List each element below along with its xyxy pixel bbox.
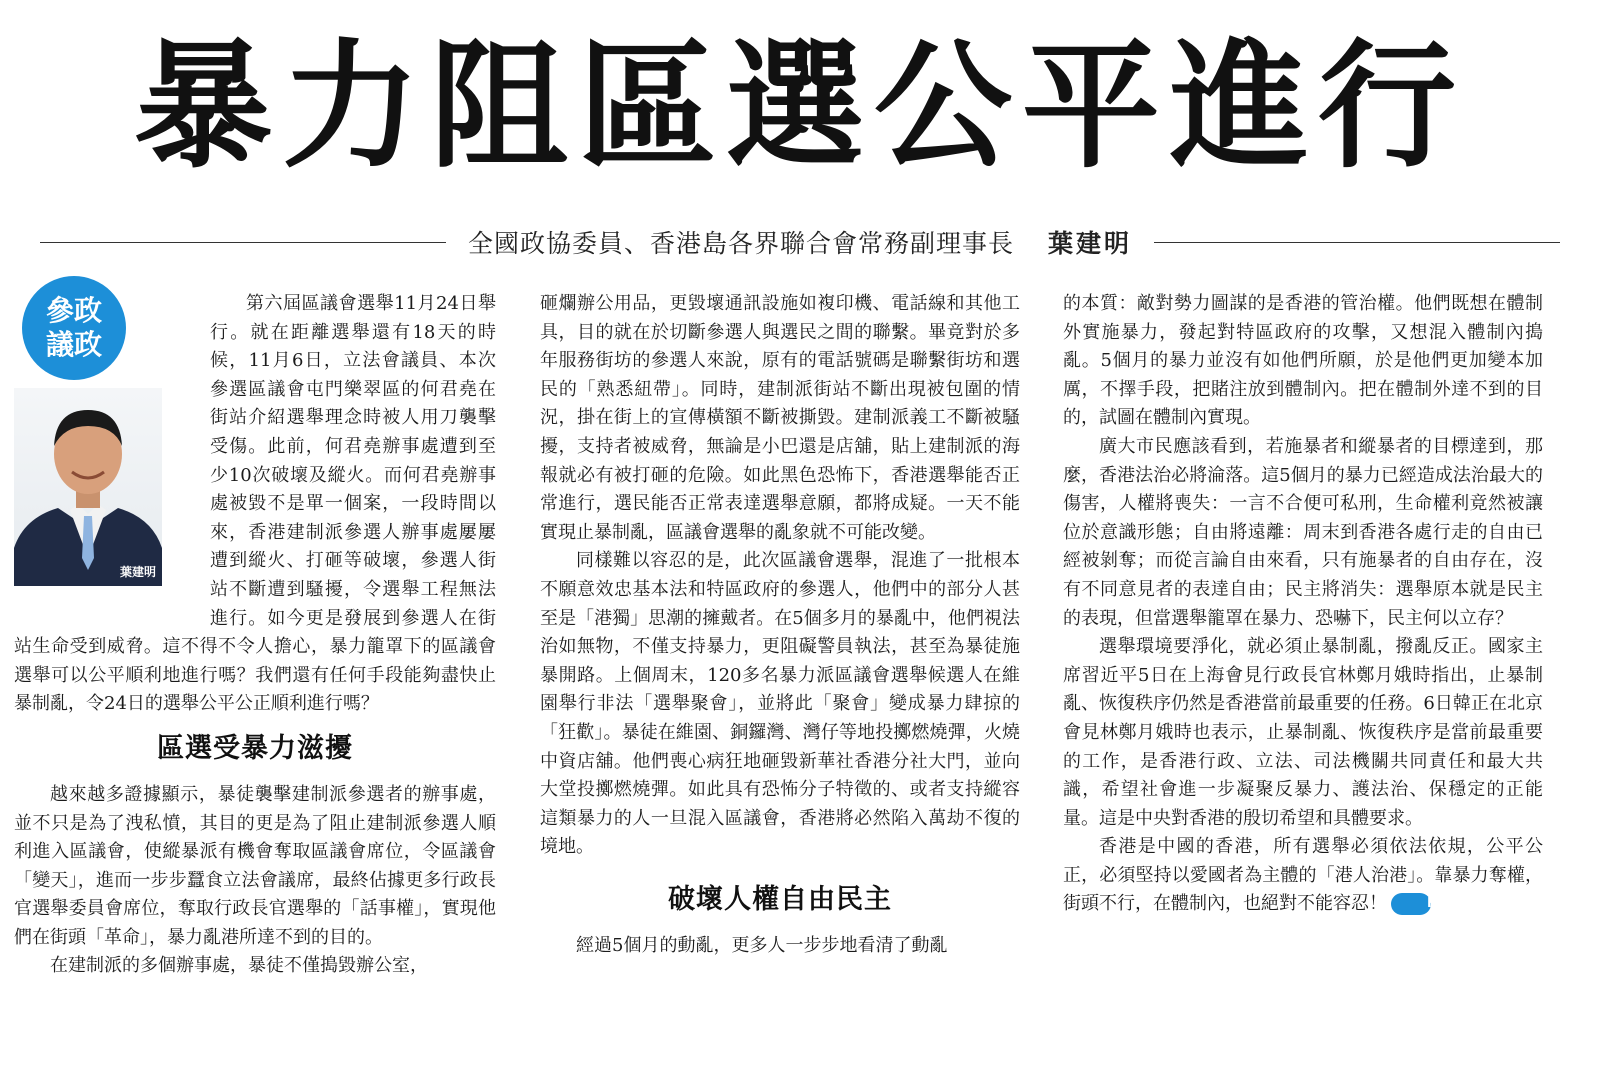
- subheading: 破壞人權自由民主: [668, 883, 892, 915]
- article-paragraph: 選舉環境要淨化，就必須止暴制亂，撥亂反正。國家主席習近平5日在上海會見行政長官林鄭月娥時指出，止暴制亂、恢復秩序仍然是香港當前最重要的任務。6日韓正在北京會見林鄭月娥時也表示，止暴制亂、恢復秩序是當前最重要的工作，是香港行政、立法、司法機關共同責任和最大共識，希望社會進一步凝聚反暴力、護法治、保穩定的正能量。這是中央對香港的殷切希望和具體要求。: [1063, 636, 1543, 829]
- badge-line-2: 議政: [45, 328, 102, 361]
- article-column-1: [14, 290, 496, 981]
- article-paragraph: 砸爛辦公用品，更毀壞通訊設施如複印機、電話線和其他工具，目的就在於切斷參選人與選民之間的聯繫。畢竟對於多年服務街坊的參選人來說，原有的電話號碼是聯繫街坊和選民的「熟悉紐帶」。同時，建制派街站不斷出現被包圍的情況，掛在街上的宣傳橫額不斷被撕毀。建制派義工不斷被騷擾，支持者被威脅，無論是小巴還是店舖，貼上建制派的海報就必有被打砸的危險。如此黑色恐怖下，香港選舉能否正常進行，選民能否正常表達選舉意願，都將成疑。一天不能實現止暴制亂，區議會選舉的亂象就不可能改變。: [540, 293, 1020, 543]
- article-paragraph: 廣大市民應該看到，若施暴者和縱暴者的目標達到，那麼，香港法治必將淪落。這5個月的暴力已經造成法治最大的傷害，人權將喪失：一言不合便可私刑，生命權利竟然被讓位於意識形態；自由將遠離：周末到香港各處行走的自由已經被剝奪；而從言論自由來看，只有施暴者的自由存在，沒有不同意見者的表達自由；民主將消失：選舉原本就是民主的表現，但當選舉籠罩在暴力、恐嚇下，民主何以立存？: [1063, 435, 1543, 629]
- photo-caption: 葉建明: [119, 565, 156, 579]
- article-paragraph: 第六屆區議會選舉11月24日舉行。就在距離選舉還有18天的時候，11月6日，立法會議員、本次參選區議會屯門樂翠區的何君堯在街站介紹選舉理念時被人用刀襲擊受傷。此前，何君堯辦事處遭到至少10次破壞及縱火。而何君堯辦事處被毀不是單一個案，一段時間以來，香港建制派參選人辦事處屢屢遭到縱火、打砸等破壞，參選人街站不斷遭到騷擾，令選舉工程無法進行。如今更是發展到參選人在街站生命受到威脅。這不得不令人擔心，暴力籠罩下的區議會選舉可以公平順利地進行嗎？我們還有任何手段能夠盡快止暴制亂，令24日的選舉公平公正順利進行嗎？: [14, 293, 496, 715]
- article-paragraph: 的本質：敵對勢力圖謀的是香港的管治權。他們既想在體制外實施暴力，發起對特區政府的攻擊，又想混入體制內搗亂。5個月的暴力並沒有如他們所願，於是他們更加變本加厲，不擇手段，把賭注放到體制內。把在體制外達不到的目的，試圖在體制內實現。: [1063, 293, 1543, 429]
- badge-line-1: 參政: [45, 294, 102, 327]
- subheading: 區選受暴力滋擾: [157, 732, 353, 764]
- article-paragraph-text: 香港是中國的香港，所有選舉必須依法依規，公平公正，必須堅持以愛國者為主體的「港人治港」。靠暴力奪權，街頭不行，在體制內，也絕對不能容忍！: [1063, 836, 1543, 915]
- article-paragraph: [1063, 833, 1543, 919]
- byline-rule-left: [40, 242, 446, 243]
- photo-spacer: [14, 290, 210, 630]
- byline: [446, 224, 1154, 260]
- article-column-2: [540, 290, 1020, 960]
- article-paragraph: 經過5個月的動亂，更多人一步步地看清了動亂: [576, 934, 948, 956]
- byline-row: [40, 222, 1560, 262]
- article-paragraph: 越來越多證據顯示，暴徒襲擊建制派參選者的辦事處，並不只是為了洩私憤，其目的更是為了阻止建制派參選人順利進入區議會，使縱暴派有機會奪取區議會席位，令區議會「變天」，進而一步步蠶食立法會議席，最終佔據更多行政長官選舉委員會席位，奪取行政長官選舉的「話事權」，實現他們在街頭「革命」，暴力亂港所達不到的目的。: [14, 783, 496, 948]
- byline-rule-right: [1154, 242, 1560, 243]
- byline-author: 葉建明: [1048, 229, 1133, 258]
- byline-title: 全國政協委員、香港島各界聯合會常務副理事長: [467, 229, 1014, 258]
- article-paragraph: 同樣難以容忍的是，此次區議會選舉，混進了一批根本不願意效忠基本法和特區政府的參選人，他們中的部分人甚至是「港獨」思潮的擁戴者。在5個多月的暴亂中，他們視法治如無物，不僅支持暴力，更阻礙警員執法，甚至為暴徒施暴開路。上個周末，120多名暴力派區議會選舉候選人在維園舉行非法「選舉聚會」，並將此「聚會」變成暴力肆掠的「狂歡」。暴徒在維園、銅鑼灣、灣仔等地投擲燃燒彈，火燒中資店舖。他們喪心病狂地砸毀新華社香港分社大門，並向大堂投擲燃燒彈。如此具有恐怖分子特徵的、或者支持縱容這類暴力的人一旦混入區議會，香港將必然陷入萬劫不復的境地。: [540, 550, 1020, 858]
- end-mark-icon: HK: [1391, 893, 1431, 915]
- headline: 暴力阻區選公平進行: [133, 24, 1466, 187]
- article-paragraph: 在建制派的多個辦事處，暴徒不僅搗毀辦公室，: [50, 955, 428, 977]
- article-column-3: [1063, 290, 1543, 919]
